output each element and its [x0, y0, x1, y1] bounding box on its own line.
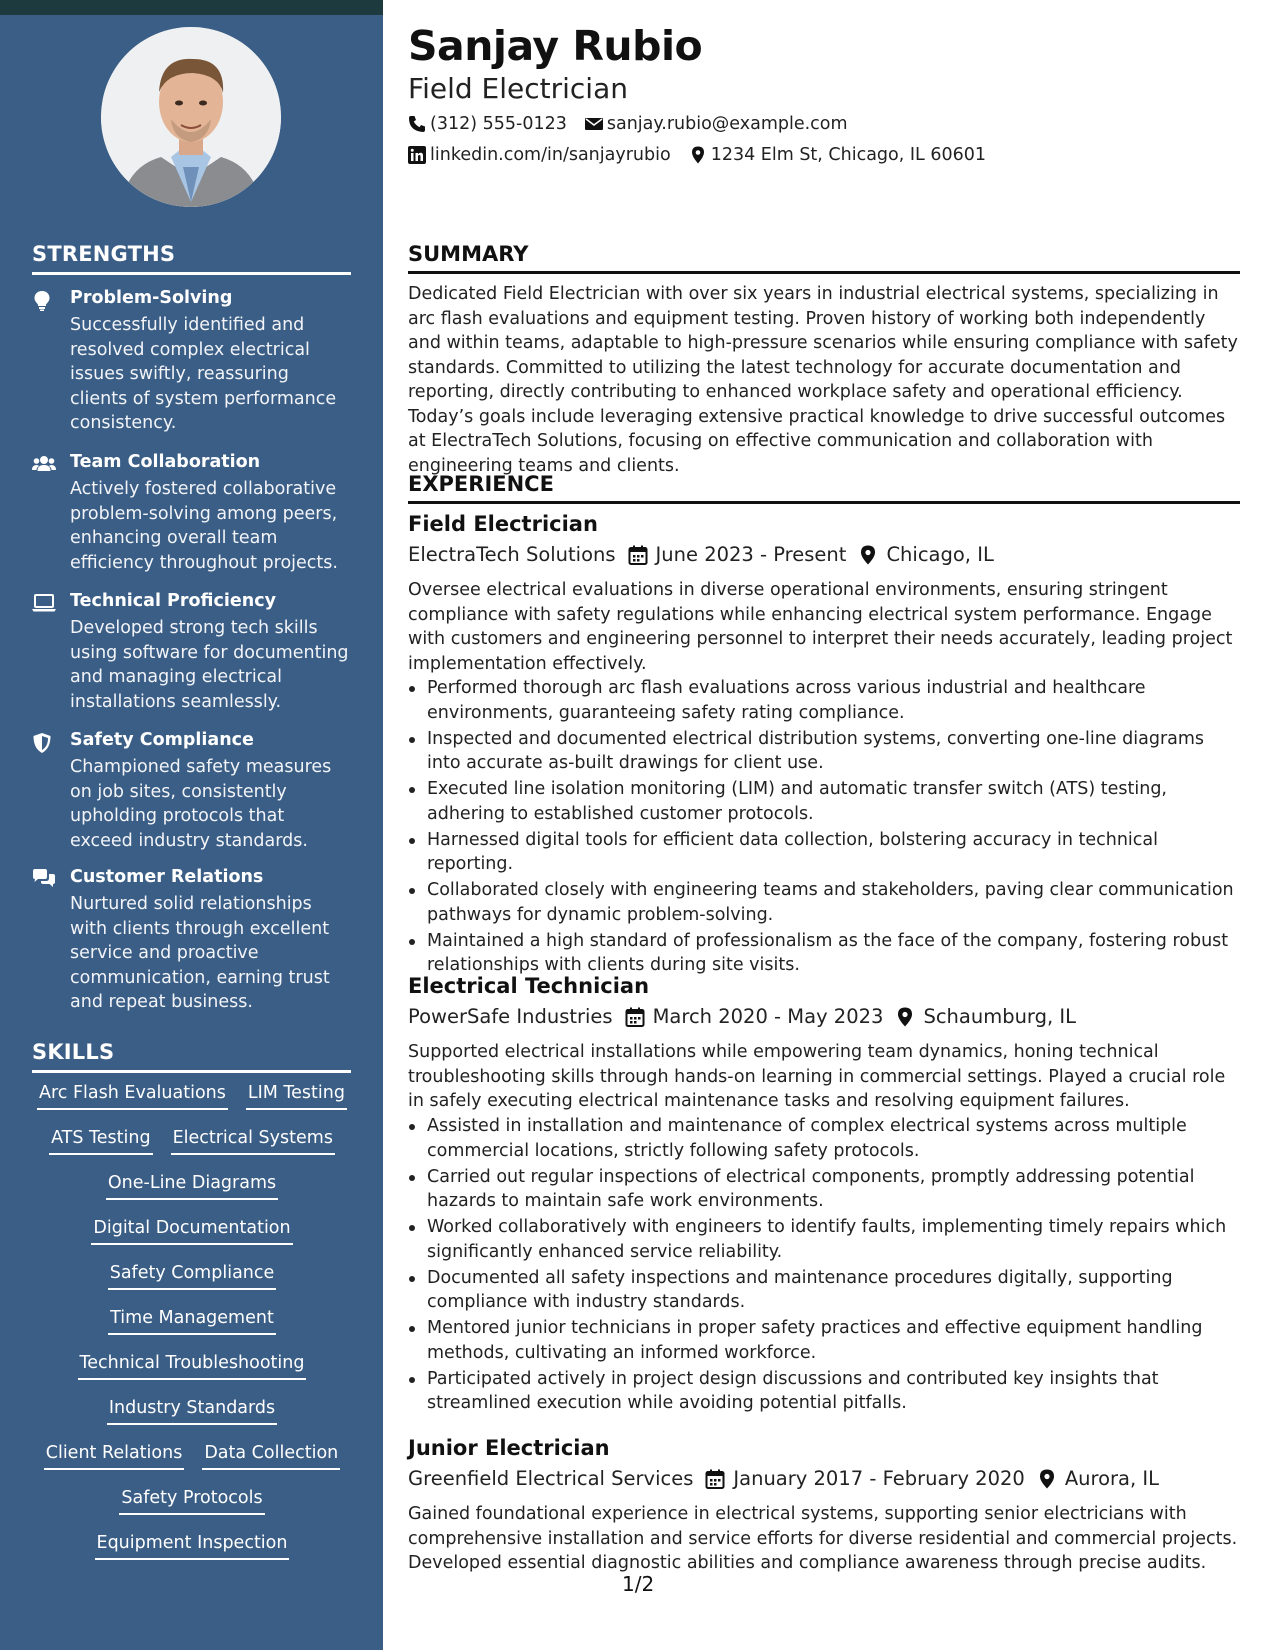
bullet-item: Collaborated closely with engineering teams and stakeholders, paving clear communication pathways for dynamic problem-solving.: [408, 878, 1240, 927]
skill-chip: Equipment Inspection: [95, 1532, 290, 1560]
strength-item: [32, 591, 352, 711]
phone-number[interactable]: (312) 555-0123: [430, 114, 567, 134]
strength-description: Developed strong tech skills using software for documenting and managing electrical installations seamlessly.: [70, 618, 349, 712]
job-location: Aurora, IL: [1064, 1467, 1160, 1490]
skill-chip: Electrical Systems: [171, 1127, 335, 1155]
skill-row: [32, 1487, 352, 1532]
skill-row: [32, 1442, 352, 1487]
skill-row: [32, 1217, 352, 1262]
experience-divider: [408, 501, 1240, 504]
skill-chip: One-Line Diagrams: [106, 1172, 278, 1200]
strengths-divider: [32, 272, 351, 275]
shield-icon: [32, 732, 56, 754]
strength-item: [32, 730, 352, 850]
job-title: Electrical Technician: [408, 974, 650, 998]
address-text: 1234 Elm St, Chicago, IL 60601: [710, 145, 987, 165]
calendar-icon: [625, 1007, 645, 1027]
job-title: Field Electrician: [408, 512, 598, 536]
skill-row: [32, 1082, 352, 1127]
phone-icon: [408, 115, 426, 133]
job-meta: [408, 1005, 1076, 1028]
bullet-item: Participated actively in project design discussions and contributed key insights that streamlined execution while avoiding potential pitfalls.: [408, 1367, 1240, 1416]
sidebar-top-bar: [0, 0, 383, 15]
skill-chip: Time Management: [108, 1307, 276, 1335]
skill-row: [32, 1172, 352, 1217]
skill-chip: Client Relations: [44, 1442, 185, 1470]
linkedin-icon: [408, 146, 426, 164]
skill-chip: ATS Testing: [49, 1127, 153, 1155]
job-meta: [408, 543, 994, 566]
skills-divider: [32, 1070, 351, 1073]
users-icon: [32, 454, 56, 476]
skill-row: [32, 1262, 352, 1307]
job-dates: June 2023 - Present: [655, 543, 847, 566]
strength-title: Technical Proficiency: [70, 591, 276, 611]
skill-chip: Safety Compliance: [108, 1262, 277, 1290]
candidate-name: Sanjay Rubio: [408, 22, 703, 70]
strength-item: [32, 452, 352, 572]
bullet-item: Documented all safety inspections and maintenance procedures digitally, supporting compliance with industry standards.: [408, 1266, 1240, 1315]
company-name: Greenfield Electrical Services: [408, 1467, 694, 1490]
strength-item: [32, 867, 352, 1017]
contact-line-2: [408, 145, 986, 165]
skill-row: [32, 1307, 352, 1352]
strength-title: Safety Compliance: [70, 730, 254, 750]
job-location: Chicago, IL: [886, 543, 994, 566]
summary-divider: [408, 271, 1240, 274]
page-number: 1/2: [622, 1572, 655, 1596]
linkedin-link[interactable]: linkedin.com/in/sanjayrubio: [430, 145, 671, 165]
skill-chip: Digital Documentation: [91, 1217, 292, 1245]
company-name: PowerSafe Industries: [408, 1005, 613, 1028]
strength-description: Successfully identified and resolved complex electrical issues swiftly, reassuring clients of system performance consistency.: [70, 315, 337, 433]
bullet-item: Carried out regular inspections of electrical components, promptly addressing potential hazards to maintain safe work environments.: [408, 1165, 1240, 1214]
job-dates: March 2020 - May 2023: [652, 1005, 884, 1028]
skill-chip: Data Collection: [202, 1442, 340, 1470]
bullet-item: Harnessed digital tools for efficient data collection, bolstering accuracy in technical reporting.: [408, 828, 1240, 877]
strength-title: Team Collaboration: [70, 452, 261, 472]
skill-row: [32, 1127, 352, 1172]
job-meta: [408, 1467, 1159, 1490]
job-description: Oversee electrical evaluations in diverse operational environments, ensuring stringent compliance with safety regulations while enhancing electrical system performance. Engage with customers and engineering personnel to interpret their needs accurately, leading project implementation effectively.: [408, 580, 1233, 674]
map-pin-icon: [895, 1007, 915, 1027]
job-bullets: [408, 1114, 1240, 1417]
job-title: Junior Electrician: [408, 1436, 610, 1460]
summary-heading: SUMMARY: [408, 242, 529, 266]
summary-text: Dedicated Field Electrician with over six years in industrial electrical systems, specializing in arc flash evaluations and equipment testing. Proven history of working both independently and within teams, adaptable to high-pressure scenarios while ensuring compliance with safety standards. Committed to utilizing the latest technology for accurate documentation and reporting, directly contributing to enhanced workplace safety and operational efficiency. Today’s goals include leveraging extensive practical knowledge to drive successful outcomes at ElectraTech Solutions, focusing on effective communication and collaboration with engineering teams and clients.: [408, 284, 1238, 476]
comments-icon: [32, 869, 56, 891]
strengths-heading: STRENGTHS: [32, 242, 176, 266]
strength-description: Actively fostered collaborative problem-solving among peers, enhancing overall team efficiency throughout projects.: [70, 479, 338, 573]
candidate-role: Field Electrician: [408, 72, 628, 105]
skill-row: [32, 1397, 352, 1442]
strength-title: Customer Relations: [70, 867, 264, 887]
job-description: Gained foundational experience in electrical systems, supporting senior electricians with comprehensive installation and service efforts for diverse residential and commercial projects. Developed essential diagnostic abilities and compliance awareness through precise audits.: [408, 1504, 1238, 1573]
bullet-item: Executed line isolation monitoring (LIM) and automatic transfer switch (ATS) testing, adhering to established customer protocols.: [408, 777, 1240, 826]
map-pin-icon: [858, 545, 878, 565]
laptop-icon: [32, 593, 56, 615]
skills-list: [32, 1082, 352, 1577]
contact-line-1: [408, 114, 848, 134]
strength-description: Nurtured solid relationships with clients through excellent service and proactive communication, earning trust and repeat business.: [70, 894, 330, 1012]
experience-heading: EXPERIENCE: [408, 472, 554, 496]
strength-title: Problem-Solving: [70, 288, 233, 308]
bullet-item: Mentored junior technicians in proper safety practices and effective equipment handling methods, cultivating an informed workforce.: [408, 1316, 1240, 1365]
skill-chip: Safety Protocols: [119, 1487, 264, 1515]
bullet-item: Worked collaboratively with engineers to identify faults, implementing timely repairs which significantly enhanced service reliability.: [408, 1215, 1240, 1264]
envelope-icon: [585, 115, 603, 133]
company-name: ElectraTech Solutions: [408, 543, 616, 566]
email-link[interactable]: sanjay.rubio@example.com: [606, 114, 848, 134]
strength-item: [32, 288, 352, 438]
bullet-item: Inspected and documented electrical distribution systems, converting one-line diagrams into accurate as-built drawings for client use.: [408, 727, 1240, 776]
job-location: Schaumburg, IL: [923, 1005, 1077, 1028]
job-bullets: [408, 676, 1240, 979]
map-pin-icon: [689, 146, 707, 164]
skill-row: [32, 1352, 352, 1397]
job-description: Supported electrical installations while empowering team dynamics, honing technical troubleshooting skills through hands-on learning in commercial settings. Played a crucial role in safely executing electrical maintenance tasks and resolving equipment failures.: [408, 1042, 1226, 1111]
skill-row: [32, 1532, 352, 1577]
skill-chip: Arc Flash Evaluations: [37, 1082, 228, 1110]
job-dates: January 2017 - February 2020: [733, 1467, 1025, 1490]
lightbulb-icon: [32, 290, 56, 312]
skill-chip: LIM Testing: [246, 1082, 347, 1110]
bullet-item: Performed thorough arc flash evaluations across various industrial and healthcare environments, guaranteeing safety rating compliance.: [408, 676, 1240, 725]
calendar-icon: [705, 1469, 725, 1489]
skill-chip: Technical Troubleshooting: [78, 1352, 307, 1380]
skills-heading: SKILLS: [32, 1040, 115, 1064]
bullet-item: Maintained a high standard of professionalism as the face of the company, fostering robust relationships with clients during site visits.: [408, 929, 1240, 978]
calendar-icon: [628, 545, 648, 565]
map-pin-icon: [1037, 1469, 1057, 1489]
bullet-item: Assisted in installation and maintenance of complex electrical systems across multiple commercial locations, strictly following safety protocols.: [408, 1114, 1240, 1163]
skill-chip: Industry Standards: [107, 1397, 277, 1425]
profile-photo: [101, 27, 281, 207]
strength-description: Championed safety measures on job sites, consistently upholding protocols that exceed industry standards.: [70, 757, 332, 851]
